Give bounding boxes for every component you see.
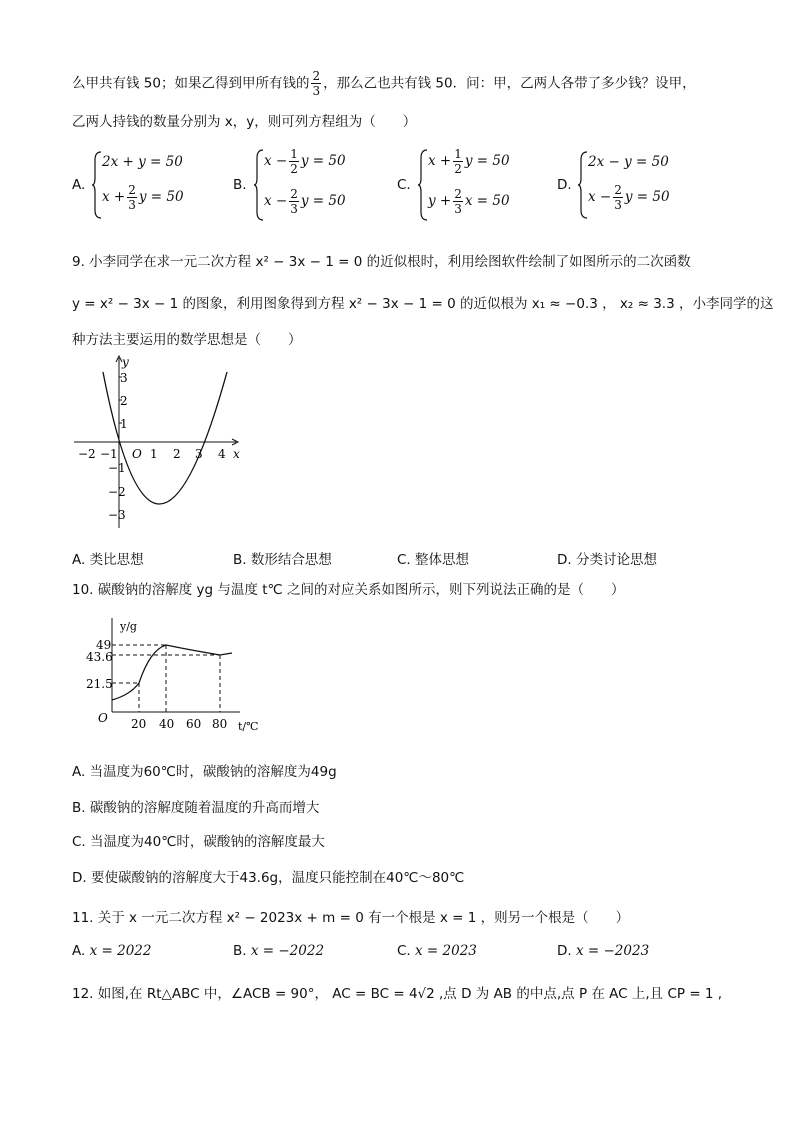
- brace-icon: [92, 150, 102, 220]
- y-tick-label: −1: [108, 461, 126, 475]
- x-tick-label: −2: [78, 447, 96, 461]
- q9-option-a-text: 类比思想: [89, 552, 144, 568]
- q8-frac-den: 3: [312, 84, 321, 98]
- q8-c-eq2-den: 3: [454, 202, 462, 216]
- q12-line1: 12. 如图,在 Rt△ABC 中，∠ACB = 90°， AC = BC = 4√2 ,点 D 为 AB 的中点,点 P 在 AC 上,且 CP = 1 ,: [72, 986, 723, 1002]
- q8-d-eq2-den: 3: [614, 198, 622, 212]
- q11-option-d[interactable]: [557, 943, 649, 959]
- q8-option-a-system[interactable]: [92, 150, 212, 220]
- q8-option-b-system[interactable]: [254, 148, 374, 222]
- q11-line1: 11. 关于 x 一元二次方程 x² − 2023x + m = 0 有一个根是 x = 1 ，则另一个根是（ ）: [72, 910, 630, 926]
- q11-option-a[interactable]: [72, 943, 151, 959]
- q8-option-b-label[interactable]: B.: [233, 177, 247, 193]
- solubility-curve: [112, 645, 232, 700]
- q9-option-c-label: C.: [397, 552, 411, 568]
- y-tick-label: 1: [120, 417, 128, 431]
- q8-option-d-system[interactable]: [578, 150, 698, 220]
- q9-option-c[interactable]: [397, 548, 469, 568]
- q8-a-eq2-post: y = 50: [138, 189, 184, 205]
- q10-option-d[interactable]: [72, 866, 464, 886]
- q9-option-d-text: 分类讨论思想: [575, 552, 657, 568]
- y-tick-label: 21.5: [86, 677, 113, 691]
- q10-option-c-label: C.: [72, 834, 86, 850]
- q8-c-eq1: [428, 148, 510, 175]
- origin-label: O: [132, 447, 142, 461]
- q10-option-a[interactable]: [72, 760, 337, 780]
- brace-icon: [418, 148, 428, 222]
- q8-c-eq1-num: 1: [454, 147, 462, 161]
- y-tick-label: 49: [96, 638, 112, 652]
- x-tick-label: 40: [159, 717, 175, 731]
- q11-option-b-label: B.: [233, 943, 247, 959]
- y-tick-label: −3: [108, 508, 126, 522]
- q8-b-eq1-den: 2: [290, 162, 298, 176]
- q8-c-eq1-den: 2: [454, 162, 462, 176]
- q8-fraction: [311, 70, 321, 97]
- q8-b-eq1: [264, 148, 346, 175]
- x-tick-label: 20: [131, 717, 147, 731]
- q10-option-b-label: B.: [72, 800, 86, 816]
- q8-d-eq2-post: y = 50: [624, 189, 670, 205]
- q11-option-d-label: D.: [557, 943, 572, 959]
- q8-a-eq2: [102, 184, 184, 211]
- q10-option-a-text: 当温度为60℃时，碳酸钠的溶解度为49g: [89, 764, 337, 780]
- q11-option-b-text: x = −2022: [250, 943, 325, 959]
- q9-line2: y = x² − 3x − 1 的图象，利用图象得到方程 x² − 3x − 1 = 0 的近似根为 x₁ ≈ −0.3 ， x₂ ≈ 3.3 ，小李同学的这: [72, 296, 774, 312]
- q8-a-eq1: 2x + y = 50: [102, 154, 183, 170]
- y-tick-label: 43.6: [86, 650, 113, 664]
- q10-option-c-text: 当温度为40℃时，碳酸钠的溶解度最大: [90, 834, 325, 850]
- q10-line1: 10. 碳酸钠的溶解度 yg 与温度 t℃ 之间的对应关系如图所示，则下列说法正确的是（ ）: [72, 582, 625, 598]
- q8-line1: [72, 70, 696, 97]
- q9-option-d-label: D.: [557, 552, 572, 568]
- q9-option-b-label: B.: [233, 552, 247, 568]
- q8-option-d-label[interactable]: D.: [557, 177, 572, 193]
- x-tick-label: 3: [195, 447, 203, 461]
- q8-a-eq2-pre: x +: [102, 189, 126, 205]
- q10-option-b-text: 碳酸钠的溶解度随着温度的升高而增大: [89, 800, 320, 816]
- q8-line1-part-b: ，那么乙也共有钱 50．问：甲，乙两人各带了多少钱？设甲，: [323, 75, 696, 92]
- q11-option-b[interactable]: [233, 943, 324, 959]
- x-tick-label: 80: [212, 717, 228, 731]
- x-tick-label: 2: [173, 447, 181, 461]
- y-axis-label: y: [122, 355, 129, 369]
- q9-option-d[interactable]: [557, 548, 657, 568]
- q8-b-eq2-pre: x −: [264, 193, 288, 209]
- q10-option-d-label: D.: [72, 870, 87, 886]
- q8-frac-num: 2: [312, 69, 321, 83]
- q11-option-c-label: C.: [397, 943, 411, 959]
- q9-parabola-graph: [72, 352, 242, 530]
- q11-option-a-text: x = 2022: [89, 943, 152, 959]
- brace-icon: [578, 150, 588, 220]
- q8-a-eq2-den: 3: [128, 198, 136, 212]
- q8-b-eq2-num: 2: [290, 187, 298, 201]
- x-tick-label: 4: [218, 447, 226, 461]
- q8-b-eq2: [264, 188, 346, 215]
- x-tick-label: −1: [100, 447, 118, 461]
- q8-d-eq1: 2x − y = 50: [588, 154, 669, 170]
- q8-line2: 乙两人持钱的数量分别为 x，y，则可列方程组为（ ）: [72, 114, 417, 130]
- q8-d-eq2: [588, 184, 670, 211]
- q8-c-eq1-post: y = 50: [464, 153, 510, 169]
- q8-c-eq2-num: 2: [454, 187, 462, 201]
- y-tick-label: 2: [120, 394, 128, 408]
- q10-option-b[interactable]: [72, 796, 319, 816]
- q8-c-eq2-post: x = 50: [464, 193, 510, 209]
- q9-option-b-text: 数形结合思想: [250, 552, 332, 568]
- q11-option-a-label: A.: [72, 943, 86, 959]
- q8-c-eq2-pre: y +: [428, 193, 452, 209]
- q9-line1: 9. 小李同学在求一元二次方程 x² − 3x − 1 = 0 的近似根时，利用绘图软件绘制了如图所示的二次函数: [72, 254, 691, 270]
- origin-label: O: [98, 711, 108, 725]
- q10-solubility-graph: [80, 612, 280, 736]
- q9-option-c-text: 整体思想: [415, 552, 470, 568]
- q8-option-c-label[interactable]: C.: [397, 177, 411, 193]
- q8-line1-part-a: 么甲共有钱 50；如果乙得到甲所有钱的: [72, 75, 310, 92]
- q8-option-c-system[interactable]: [418, 148, 538, 222]
- q8-a-eq2-num: 2: [128, 183, 136, 197]
- y-tick-label: −2: [108, 485, 126, 499]
- brace-icon: [254, 148, 264, 222]
- x-axis-label: t/℃: [238, 720, 259, 733]
- x-tick-label: 1: [150, 447, 158, 461]
- q9-line3: 种方法主要运用的数学思想是（ ）: [72, 332, 302, 348]
- q8-b-eq2-den: 3: [290, 202, 298, 216]
- q8-option-a-label[interactable]: A.: [72, 177, 86, 193]
- q11-option-c[interactable]: [397, 943, 477, 959]
- q8-b-eq2-post: y = 50: [300, 193, 346, 209]
- q9-option-b[interactable]: [233, 548, 332, 568]
- x-tick-label: 60: [186, 717, 202, 731]
- q11-option-d-text: x = −2023: [575, 943, 650, 959]
- q8-b-eq1-num: 1: [290, 147, 298, 161]
- q8-c-eq1-pre: x +: [428, 153, 452, 169]
- y-tick-label: 3: [120, 371, 128, 385]
- y-axis-label: y/g: [120, 620, 137, 633]
- q8-b-eq1-pre: x −: [264, 153, 288, 169]
- q10-option-d-text: 要使碳酸钠的溶解度大于43.6g，温度只能控制在40℃～80℃: [90, 870, 465, 886]
- q8-d-eq2-num: 2: [614, 183, 622, 197]
- x-axis-label: x: [233, 447, 240, 461]
- q10-option-c[interactable]: [72, 830, 325, 850]
- q10-option-a-label: A.: [72, 764, 86, 780]
- q8-c-eq2: [428, 188, 510, 215]
- q9-option-a[interactable]: [72, 548, 144, 568]
- q11-option-c-text: x = 2023: [415, 943, 477, 959]
- q9-option-a-label: A.: [72, 552, 86, 568]
- q8-b-eq1-post: y = 50: [300, 153, 346, 169]
- q8-d-eq2-pre: x −: [588, 189, 612, 205]
